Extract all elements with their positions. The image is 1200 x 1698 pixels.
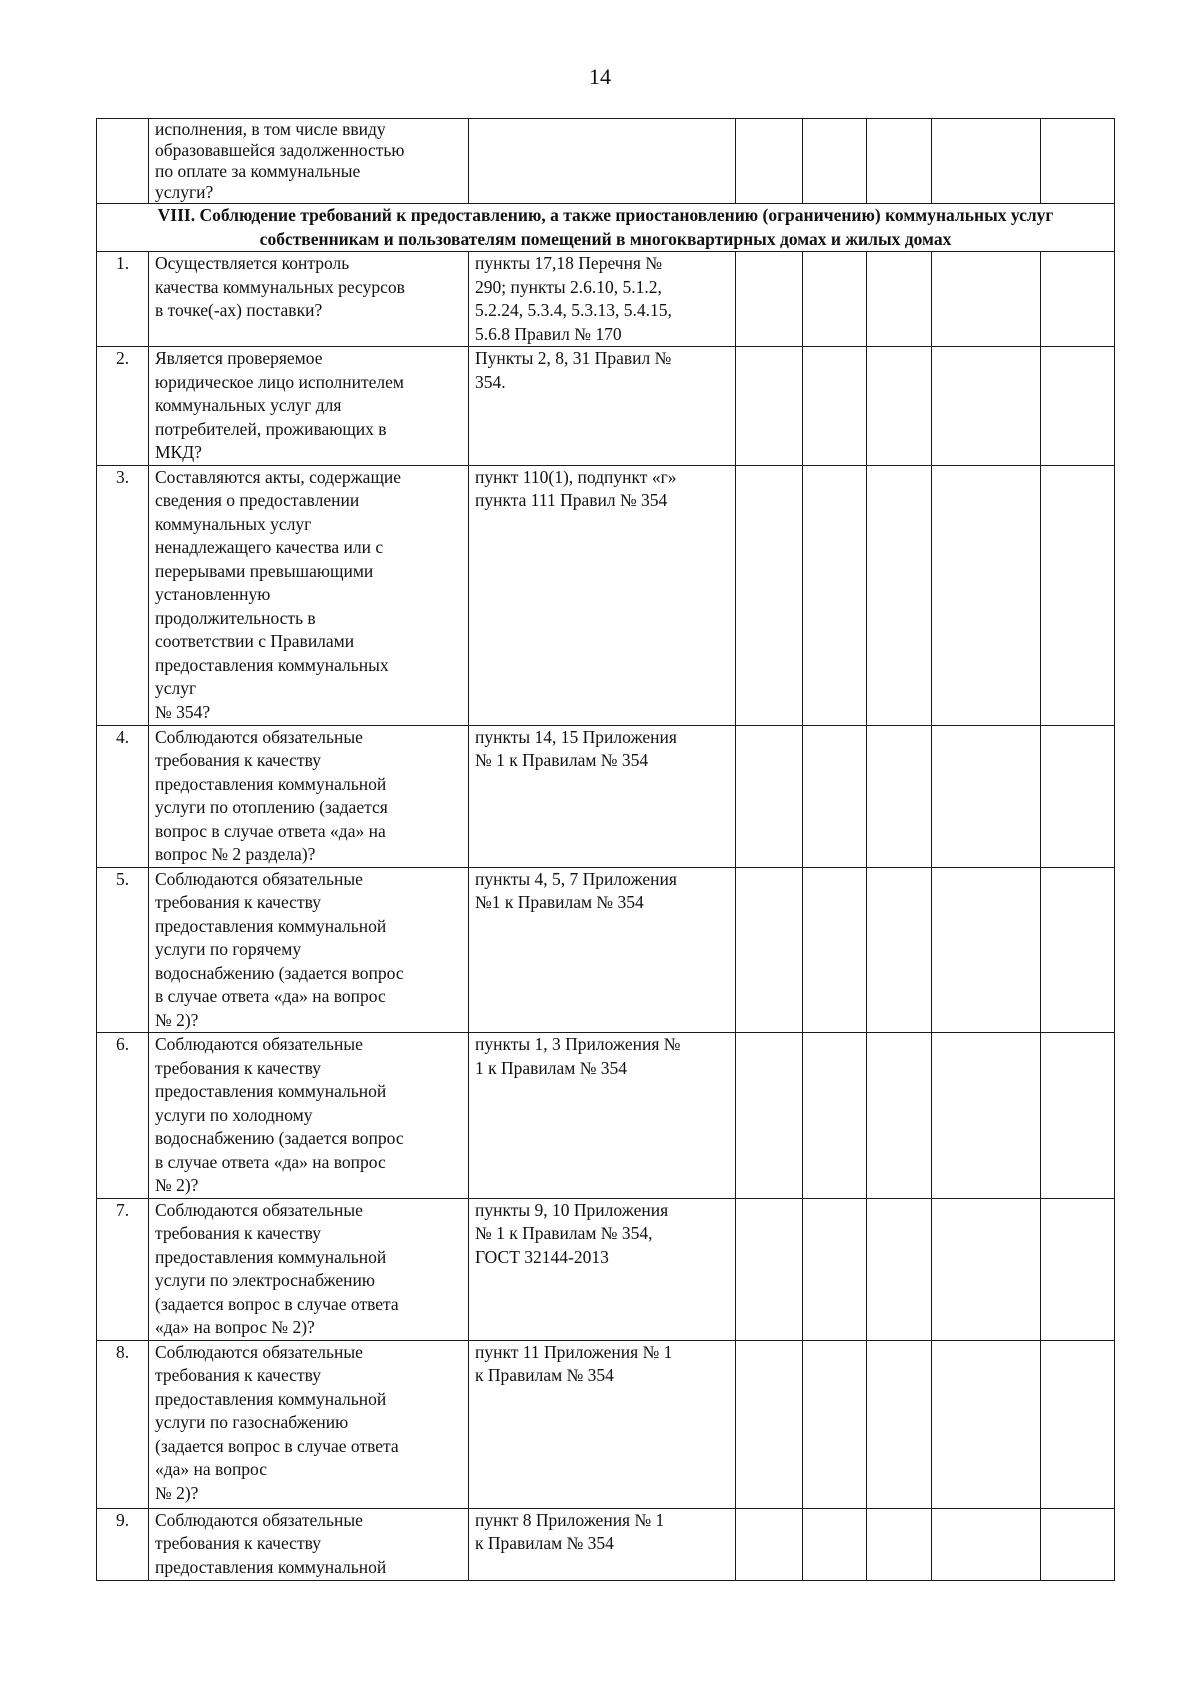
answer-extra-cell [932, 347, 1041, 466]
answer-yes-cell [736, 867, 803, 1033]
row-number: 5. [97, 867, 149, 1033]
answer-extra-cell [932, 867, 1041, 1033]
table-row [97, 1508, 1115, 1580]
row-number: 9. [97, 1508, 149, 1580]
comment-cell [1041, 347, 1115, 466]
reference-cell: пункт 8 Приложения № 1 к Правилам № 354 [469, 1508, 736, 1580]
reference-cell: пункты 14, 15 Приложения № 1 к Правилам № 354 [469, 725, 736, 867]
comment-cell [1041, 1198, 1115, 1340]
question-cell: Соблюдаются обязательные требования к качеству предоставления коммунальной услуги по отоплению (задается вопрос в случае ответа «да» на вопрос № 2 раздела)? [149, 725, 469, 867]
answer-no-cell [803, 465, 867, 725]
comment-cell [1041, 725, 1115, 867]
answer-yes-cell [736, 465, 803, 725]
question-cell: Осуществляется контроль качества коммунальных ресурсов в точке(-ах) поставки? [149, 252, 469, 347]
answer-na-cell [867, 867, 932, 1033]
answer-extra-cell [932, 119, 1041, 204]
answer-na-cell [867, 252, 932, 347]
answer-no-cell [803, 725, 867, 867]
answer-no-cell [803, 1508, 867, 1580]
question-cell: Соблюдаются обязательные требования к качеству предоставления коммунальной услуги по газоснабжению (задается вопрос в случае ответа «да» на вопрос № 2)? [149, 1340, 469, 1508]
answer-yes-cell [736, 252, 803, 347]
answer-na-cell [867, 119, 932, 204]
answer-no-cell [803, 867, 867, 1033]
section-header-row [97, 204, 1115, 252]
question-cell: Соблюдаются обязательные требования к качеству предоставления коммунальной услуги по холодному водоснабжению (задается вопрос в случае ответа «да» на вопрос № 2)? [149, 1033, 469, 1199]
reference-cell: Пункты 2, 8, 31 Правил № 354. [469, 347, 736, 466]
section-title: VIII. Соблюдение требований к предоставлению, а также приостановлению (ограничению) коммунальных услуг собственникам и пользователям помещений в многоквартирных домах и жилых домах [97, 204, 1115, 252]
table-row [97, 252, 1115, 347]
comment-cell [1041, 119, 1115, 204]
reference-cell: пункты 4, 5, 7 Приложения №1 к Правилам № 354 [469, 867, 736, 1033]
answer-no-cell [803, 119, 867, 204]
reference-cell: пункты 1, 3 Приложения № 1 к Правилам № 354 [469, 1033, 736, 1199]
answer-yes-cell [736, 1508, 803, 1580]
answer-extra-cell [932, 1508, 1041, 1580]
table-row [97, 1198, 1115, 1340]
question-cell: Соблюдаются обязательные требования к качеству предоставления коммунальной [149, 1508, 469, 1580]
reference-cell: пункт 110(1), подпункт «г» пункта 111 Правил № 354 [469, 465, 736, 725]
row-number: 1. [97, 252, 149, 347]
comment-cell [1041, 1508, 1115, 1580]
answer-na-cell [867, 1508, 932, 1580]
answer-yes-cell [736, 119, 803, 204]
answer-na-cell [867, 465, 932, 725]
question-cell: Составляются акты, содержащие сведения о предоставлении коммунальных услуг ненадлежащего качества или с перерывами превышающими установленную продолжительность в соответствии с Правилами предоставления коммунальных услуг № 354? [149, 465, 469, 725]
question-cell: Соблюдаются обязательные требования к качеству предоставления коммунальной услуги по электроснабжению (задается вопрос в случае ответа «да» на вопрос № 2)? [149, 1198, 469, 1340]
comment-cell [1041, 252, 1115, 347]
answer-na-cell [867, 1198, 932, 1340]
table-row [97, 347, 1115, 466]
answer-na-cell [867, 725, 932, 867]
table-row-continuation [97, 119, 1115, 204]
answer-yes-cell [736, 1033, 803, 1199]
answer-extra-cell [932, 252, 1041, 347]
comment-cell [1041, 867, 1115, 1033]
checklist-table [96, 118, 1115, 1581]
answer-yes-cell [736, 347, 803, 466]
answer-extra-cell [932, 1033, 1041, 1199]
answer-no-cell [803, 252, 867, 347]
page-number: 14 [589, 64, 611, 89]
answer-no-cell [803, 347, 867, 466]
answer-yes-cell [736, 1340, 803, 1508]
table-row [97, 465, 1115, 725]
row-number-cell [97, 119, 149, 204]
table-row [97, 1033, 1115, 1199]
reference-cell [469, 119, 736, 204]
row-number: 7. [97, 1198, 149, 1340]
row-number: 8. [97, 1340, 149, 1508]
answer-extra-cell [932, 1340, 1041, 1508]
comment-cell [1041, 1340, 1115, 1508]
answer-no-cell [803, 1340, 867, 1508]
row-number: 3. [97, 465, 149, 725]
answer-no-cell [803, 1198, 867, 1340]
question-cell: Соблюдаются обязательные требования к качеству предоставления коммунальной услуги по горячему водоснабжению (задается вопрос в случае ответа «да» на вопрос № 2)? [149, 867, 469, 1033]
answer-yes-cell [736, 1198, 803, 1340]
answer-no-cell [803, 1033, 867, 1199]
comment-cell [1041, 465, 1115, 725]
answer-extra-cell [932, 465, 1041, 725]
reference-cell: пункт 11 Приложения № 1 к Правилам № 354 [469, 1340, 736, 1508]
answer-extra-cell [932, 725, 1041, 867]
table-row [97, 867, 1115, 1033]
reference-cell: пункты 9, 10 Приложения № 1 к Правилам № 354, ГОСТ 32144-2013 [469, 1198, 736, 1340]
answer-yes-cell [736, 725, 803, 867]
table-row [97, 725, 1115, 867]
reference-cell: пункты 17,18 Перечня № 290; пункты 2.6.10, 5.1.2, 5.2.24, 5.3.4, 5.3.13, 5.4.15, 5.6.8 Правил № 170 [469, 252, 736, 347]
answer-na-cell [867, 347, 932, 466]
question-cell: исполнения, в том числе ввиду образовавшейся задолженностью по оплате за коммунальные услуги? [149, 119, 469, 204]
answer-na-cell [867, 1340, 932, 1508]
answer-extra-cell [932, 1198, 1041, 1340]
row-number: 2. [97, 347, 149, 466]
row-number: 4. [97, 725, 149, 867]
table-row [97, 1340, 1115, 1508]
question-cell: Является проверяемое юридическое лицо исполнителем коммунальных услуг для потребителей, проживающих в МКД? [149, 347, 469, 466]
comment-cell [1041, 1033, 1115, 1199]
row-number: 6. [97, 1033, 149, 1199]
answer-na-cell [867, 1033, 932, 1199]
